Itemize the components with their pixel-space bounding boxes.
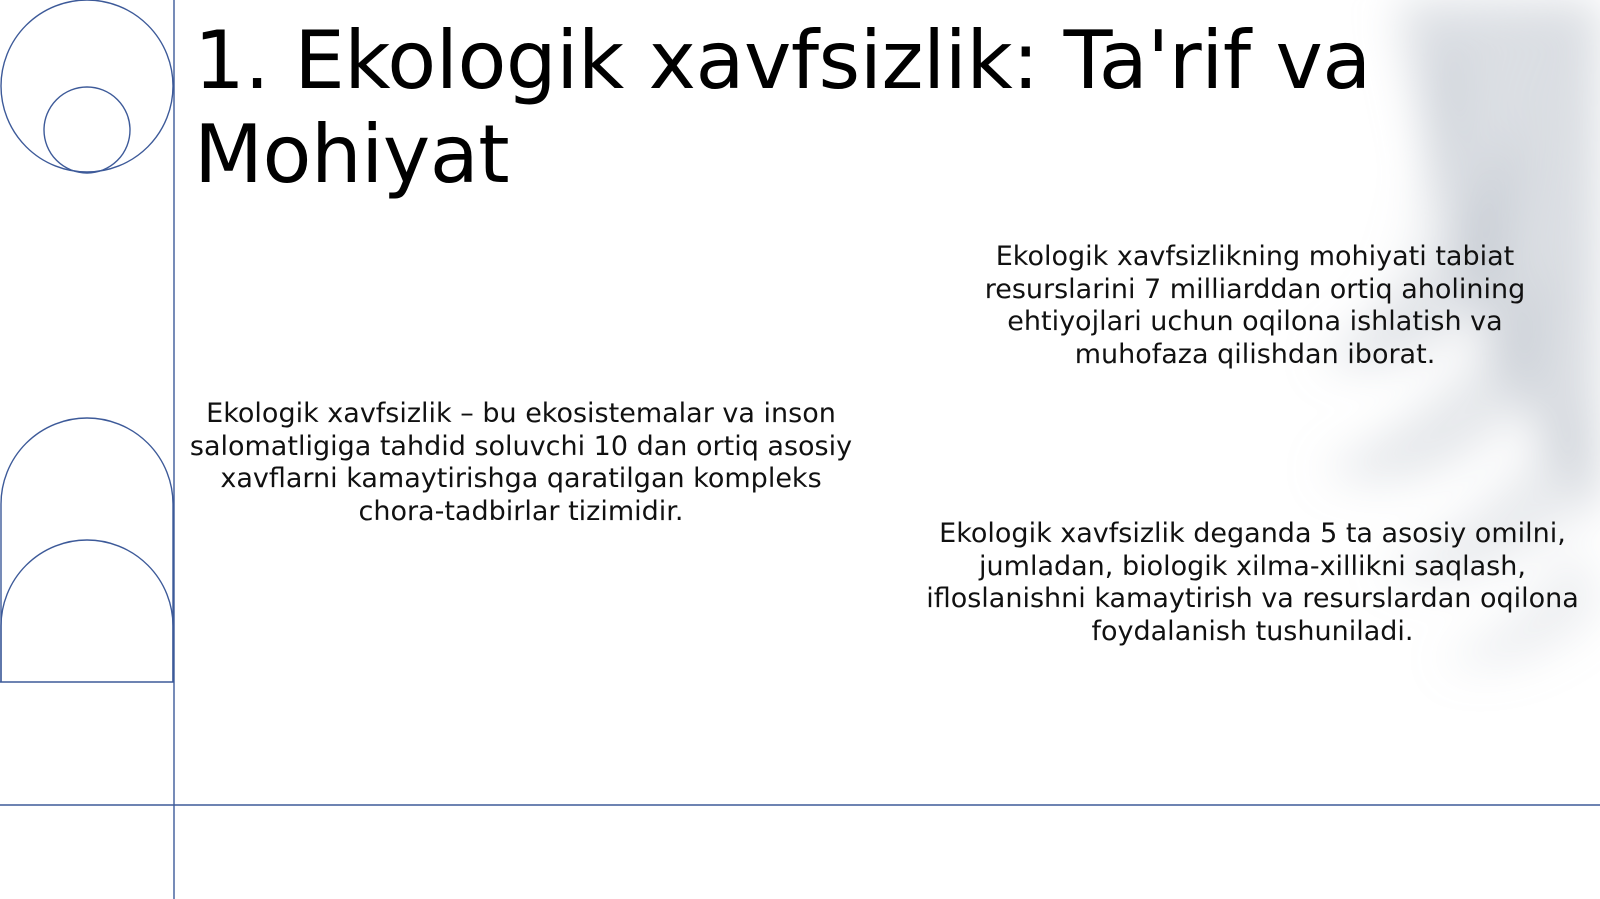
essence-paragraph: Ekologik xavfsizlikning mohiyati tabiat resurslarini 7 milliarddan ortiq aholining ehtiyojlari uchun oqilona ishlatish va muhofaza qilishdan iborat. bbox=[984, 241, 1526, 370]
slide-title: 1. Ekologik xavfsizlik: Ta'rif va Mohiyat bbox=[194, 14, 1371, 201]
factors-paragraph: Ekologik xavfsizlik deganda 5 ta asosiy omilni, jumladan, biologik xilma-xillikni saqlash, ifloslanishni kamaytirish va resurslardan oqilona foydalanish tushuniladi. bbox=[926, 518, 1579, 647]
definition-paragraph: Ekologik xavfsizlik – bu ekosistemalar va inson salomatligiga tahdid soluvchi 10 dan ortiq asosiy xavflarni kamaytirishga qaratilgan kompleks chora-tadbirlar tizimidir. bbox=[189, 398, 853, 527]
